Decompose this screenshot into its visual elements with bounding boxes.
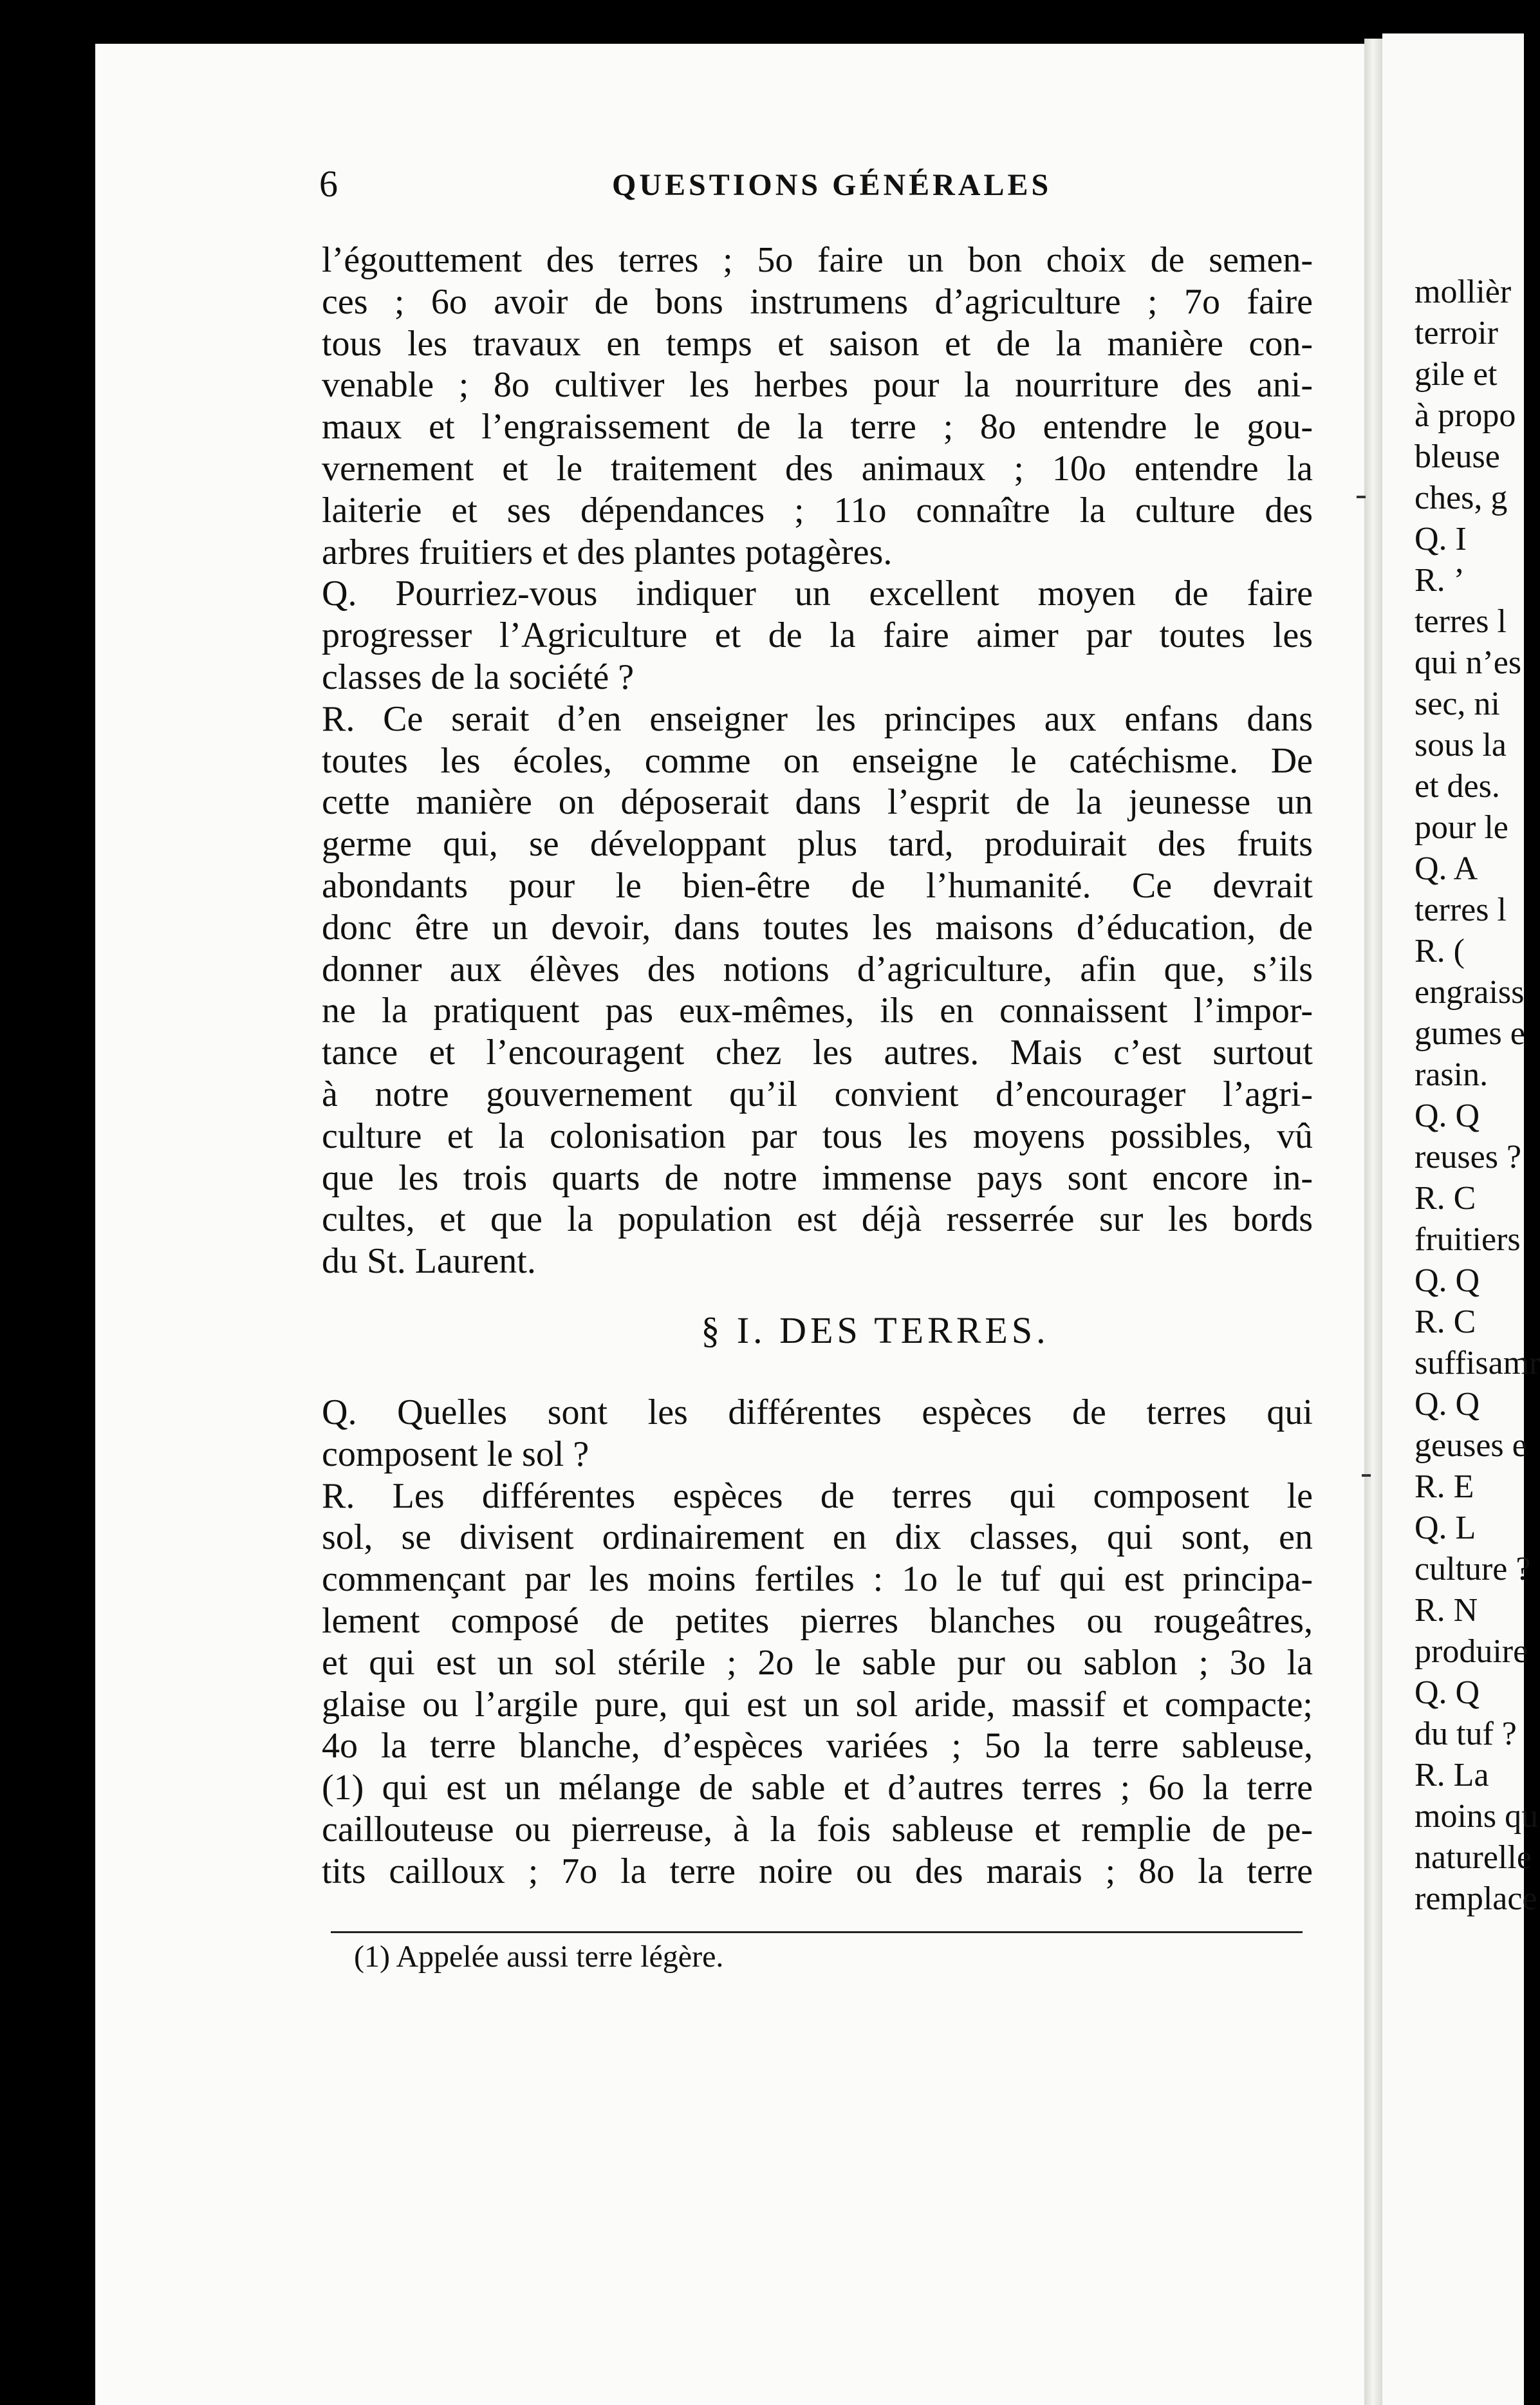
right-page-line: bleuse bbox=[1415, 438, 1500, 475]
right-page-text bbox=[1415, 272, 1540, 1920]
text-line: glaise ou l’argile pure, qui est un sol aride, massif et compacte; bbox=[322, 1684, 1313, 1725]
right-page-line: Q. Q bbox=[1415, 1262, 1480, 1299]
right-page-line: R. E bbox=[1415, 1468, 1474, 1505]
right-page-line: culture ? bbox=[1415, 1551, 1531, 1587]
footnote-rule bbox=[331, 1931, 1303, 1933]
text-line: tous les travaux en temps et saison et de la manière con- bbox=[322, 323, 1313, 364]
right-page-line: suffisamr bbox=[1415, 1345, 1540, 1381]
text-line: arbres fruitiers et des plantes potagères. bbox=[322, 532, 893, 572]
text-line: caillouteuse ou pierreuse, à la fois sableuse et remplie de pe- bbox=[322, 1809, 1313, 1849]
right-page-line: du tuf ? bbox=[1415, 1716, 1517, 1752]
section-heading: § I. DES TERRES. bbox=[701, 1309, 1050, 1351]
text-line: du St. Laurent. bbox=[322, 1241, 536, 1282]
right-page-line: R. N bbox=[1415, 1592, 1478, 1629]
text-line: abondants pour le bien-être de l’humanité. Ce devrait bbox=[322, 865, 1313, 906]
text-line: ne la pratiquent pas eux-mêmes, ils en connaissent l’impor- bbox=[322, 991, 1313, 1031]
right-page-line: reuses ? bbox=[1415, 1139, 1522, 1175]
right-page-line: terres l bbox=[1415, 603, 1507, 640]
right-page-line: mollièr bbox=[1415, 274, 1512, 310]
text-line: Q. Pourriez-vous indiquer un excellent moyen de faire bbox=[322, 574, 1313, 614]
right-page-line: et des. bbox=[1415, 768, 1500, 805]
margin-mark bbox=[1362, 1474, 1371, 1477]
text-line: vernement et le traitement des animaux ; 10o entendre la bbox=[322, 448, 1313, 489]
text-line: classes de la société ? bbox=[322, 657, 635, 697]
text-line: cultes, et que la population est déjà resserrée sur les bords bbox=[322, 1199, 1313, 1240]
right-page bbox=[1382, 33, 1540, 2405]
footnote: (1) Appelée aussi terre légère. bbox=[354, 1940, 724, 1974]
spacer bbox=[322, 1353, 1313, 1392]
right-page-line: terres l bbox=[1415, 892, 1507, 928]
text-line: que les trois quarts de notre immense pays sont encore in- bbox=[322, 1157, 1313, 1198]
text-line: composent le sol ? bbox=[322, 1434, 589, 1474]
text-line: progresser l’Agriculture et de la faire aimer par toutes les bbox=[322, 615, 1313, 656]
right-page-line: terroir bbox=[1415, 315, 1498, 351]
right-page-line: geuses e bbox=[1415, 1427, 1527, 1464]
right-page-line: fruitiers bbox=[1415, 1221, 1521, 1258]
page-number: 6 bbox=[319, 163, 338, 205]
right-page-line: moins qu bbox=[1415, 1798, 1539, 1835]
text-line: tits cailloux ; 7o la terre noire ou des marais ; 8o la terre bbox=[322, 1851, 1313, 1891]
right-page-line: naturelle bbox=[1415, 1839, 1532, 1876]
right-page-line: gile et bbox=[1415, 356, 1498, 393]
paragraph-block-1 bbox=[322, 239, 1313, 1282]
right-page-line: engraiss bbox=[1415, 974, 1525, 1011]
text-line: Q. Quelles sont les différentes espèces de terres qui bbox=[322, 1392, 1313, 1432]
right-page-line: Q. I bbox=[1415, 521, 1467, 557]
text-line: sol, se divisent ordinairement en dix classes, qui sont, en bbox=[322, 1517, 1313, 1558]
text-line: commençant par les moins fertiles : 1o le tuf qui est principa- bbox=[322, 1559, 1313, 1600]
right-page-line: remplace bbox=[1415, 1880, 1537, 1917]
running-title: QUESTIONS GÉNÉRALES bbox=[612, 168, 1052, 202]
right-page-line: R. C bbox=[1415, 1304, 1476, 1340]
text-line: l’égouttement des terres ; 5o faire un bon choix de semen- bbox=[322, 240, 1313, 280]
right-page-line: sous la bbox=[1415, 727, 1507, 763]
text-line: R. Les différentes espèces de terres qui composent le bbox=[322, 1475, 1313, 1516]
text-line: donner aux élèves des notions d’agriculture, afin que, s’ils bbox=[322, 949, 1313, 989]
right-page-line: qui n’es bbox=[1415, 644, 1522, 681]
text-line: maux et l’engraissement de la terre ; 8o entendre le gou- bbox=[322, 407, 1313, 447]
text-line: R. Ce serait d’en enseigner les principes aux enfans dans bbox=[322, 698, 1313, 739]
page-header bbox=[319, 162, 1310, 214]
right-page-line: Q. Q bbox=[1415, 1674, 1480, 1711]
right-page-line: ches, g bbox=[1415, 480, 1508, 516]
right-page-line: R. C bbox=[1415, 1180, 1476, 1217]
right-page-line: Q. Q bbox=[1415, 1098, 1480, 1134]
text-line: toutes les écoles, comme on enseigne le catéchisme. De bbox=[322, 740, 1313, 781]
right-page-line: produire bbox=[1415, 1633, 1528, 1670]
text-line: ces ; 6o avoir de bons instrumens d’agriculture ; 7o faire bbox=[322, 281, 1313, 322]
right-page-line: R. La bbox=[1415, 1757, 1489, 1793]
text-line: culture et la colonisation par tous les moyens possibles, vû bbox=[322, 1116, 1313, 1156]
text-line: venable ; 8o cultiver les herbes pour la nourriture des ani- bbox=[322, 365, 1313, 406]
right-page-line: R. ( bbox=[1415, 933, 1465, 969]
text-line: 4o la terre blanche, d’espèces variées ; 5o la terre sableuse, bbox=[322, 1726, 1313, 1766]
right-page-line: gumes e bbox=[1415, 1015, 1525, 1052]
text-line: à notre gouvernement qu’il convient d’encourager l’agri- bbox=[322, 1074, 1313, 1114]
right-page-line: à propo bbox=[1415, 397, 1516, 434]
right-page-line: R. ’ bbox=[1415, 562, 1465, 599]
text-line: (1) qui est un mélange de sable et d’autres terres ; 6o la terre bbox=[322, 1768, 1313, 1808]
paragraph-block-2 bbox=[322, 1392, 1313, 1893]
text-line: cette manière on déposerait dans l’esprit de la jeunesse un bbox=[322, 782, 1313, 823]
right-page-line: Q. Q bbox=[1415, 1386, 1480, 1423]
right-page-line: Q. A bbox=[1415, 850, 1478, 887]
text-line: laiterie et ses dépendances ; 11o connaître la culture des bbox=[322, 490, 1313, 530]
right-page-line: sec, ni bbox=[1415, 686, 1500, 722]
text-line: donc être un devoir, dans toutes les maisons d’éducation, de bbox=[322, 907, 1313, 948]
text-line: tance et l’encouragent chez les autres. Mais c’est surtout bbox=[322, 1033, 1313, 1073]
body-text bbox=[322, 239, 1313, 1892]
margin-mark bbox=[1357, 496, 1366, 498]
text-line: germe qui, se développant plus tard, produirait des fruits bbox=[322, 824, 1313, 865]
right-page-line: pour le bbox=[1415, 809, 1508, 846]
text-line: et qui est un sol stérile ; 2o le sable pur ou sablon ; 3o la bbox=[322, 1642, 1313, 1683]
right-page-line: rasin. bbox=[1415, 1056, 1489, 1093]
right-page-line: Q. L bbox=[1415, 1510, 1476, 1546]
text-line: lement composé de petites pierres blanches ou rougeâtres, bbox=[322, 1600, 1313, 1641]
